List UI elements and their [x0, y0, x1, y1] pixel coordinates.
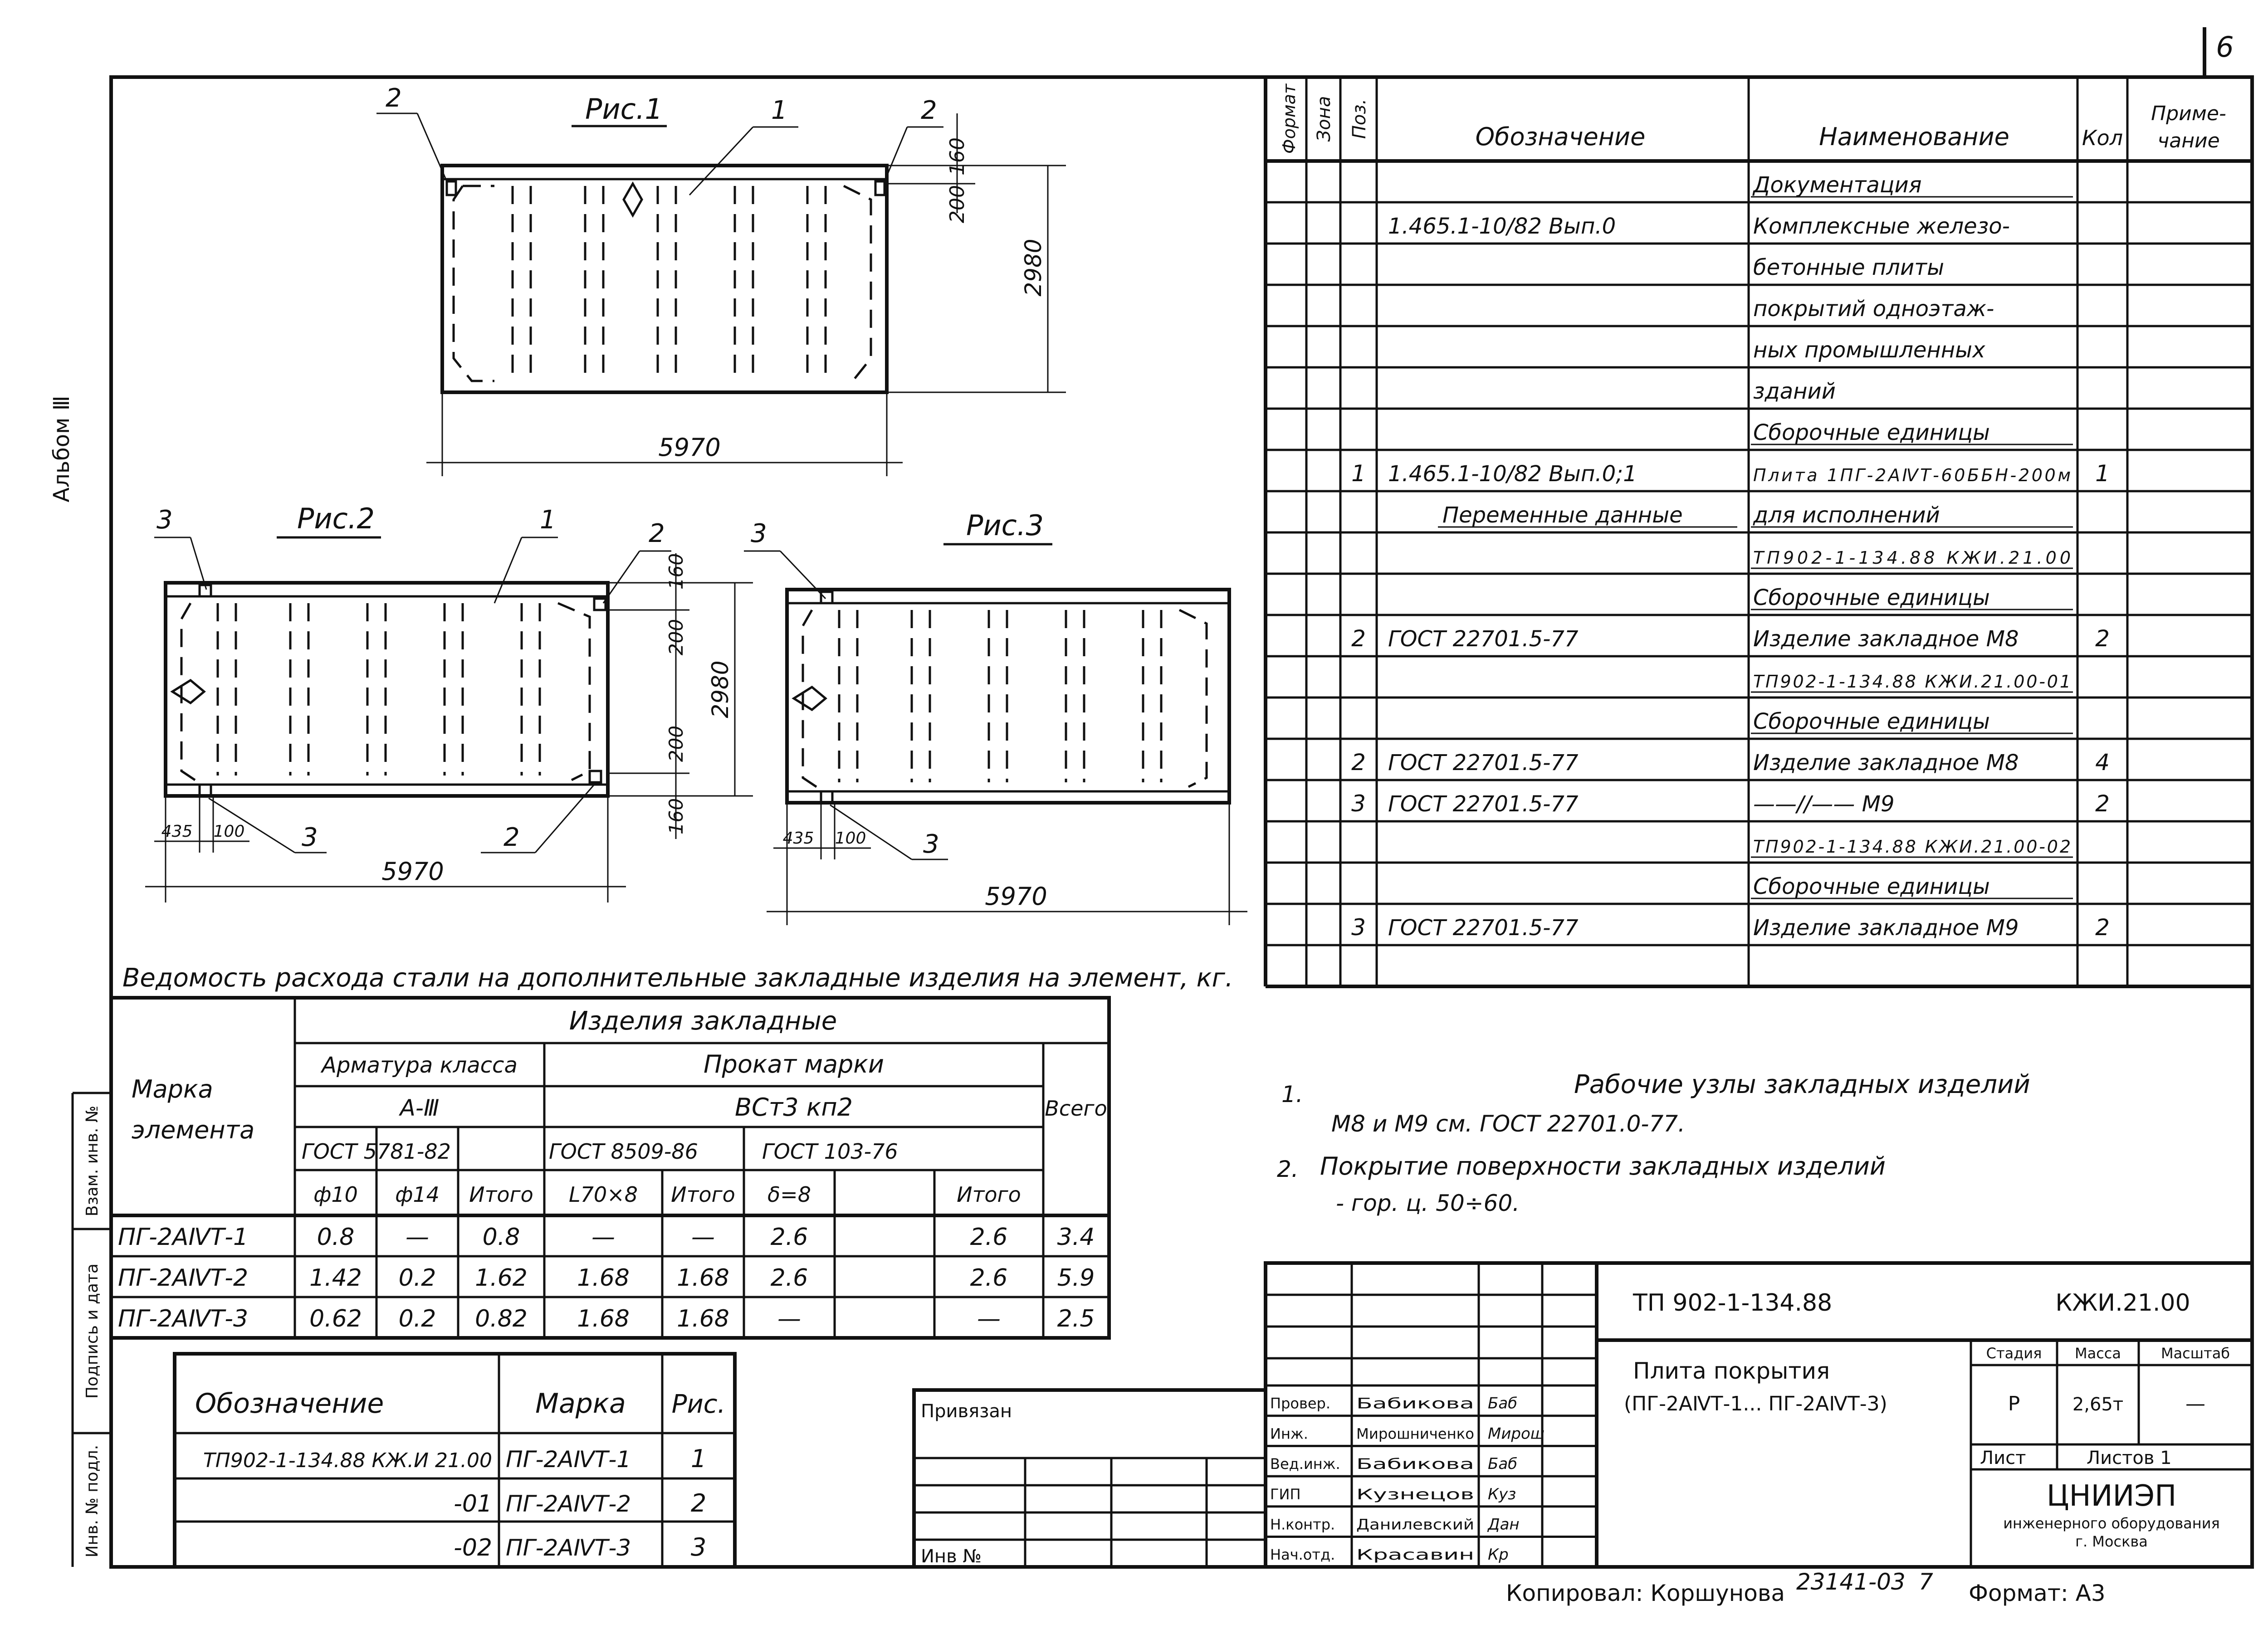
steel-row-value: 1.68 — [677, 1305, 729, 1332]
spec-row-designation: 1.465.1-10/82 Вып.0 — [1388, 214, 1616, 239]
stamp-org-2: инженерного оборудования — [2003, 1515, 2220, 1532]
vzam-inv-label: Взам. инв. № — [83, 1105, 102, 1217]
signer-role: Н.контр. — [1270, 1516, 1335, 1533]
spec-row-designation: ГОСТ 22701.5-77 — [1388, 626, 1579, 652]
spec-row-name: для исполнений — [1753, 502, 1940, 528]
spec-header-zone: Зона — [1314, 96, 1334, 142]
steel-table — [111, 963, 1233, 1338]
steel-row-value: — — [777, 1305, 801, 1332]
fig1-callout-2a: 2 — [386, 83, 402, 113]
steel-h-gost5781: ГОСТ 5781-82 — [302, 1139, 451, 1164]
steel-row-value: 0.2 — [398, 1264, 436, 1292]
signer-name: Бабикова — [1356, 1395, 1474, 1412]
notes — [1277, 1070, 2030, 1216]
spec-row-designation: 1.465.1-10/82 Вып.0;1 — [1388, 461, 1637, 487]
fig1-callout-1: 1 — [771, 96, 787, 125]
fig1-slab-outline — [442, 166, 887, 392]
stamp-code: ТП 902-1-134.88 — [1633, 1289, 1833, 1317]
steel-row-value: 2.6 — [970, 1224, 1008, 1251]
fig1-dim-200: 200 — [946, 185, 969, 223]
note-1-line-2: М8 и М9 см. ГОСТ 22701.0-77. — [1331, 1111, 1685, 1137]
fig2-dim-100: 100 — [213, 822, 245, 841]
steel-row-value: — — [977, 1305, 1001, 1332]
podpis-data-label: Подпись и дата — [83, 1263, 102, 1399]
title-block — [1266, 1263, 2252, 1567]
spec-row-name: ных промышленных — [1753, 337, 1985, 363]
fig1-dim-2980: 2980 — [1020, 239, 1046, 297]
signer-signature: Куз — [1488, 1485, 1516, 1503]
spec-row-name: ТП902-1-134.88 КЖИ.21.00-02 — [1753, 837, 2071, 857]
fig2-title: Рис.2 — [297, 502, 375, 535]
spec-row-name: ТП902-1-134.88 КЖИ.21.00 — [1753, 548, 2071, 568]
signer-name: Данилевский — [1356, 1516, 1474, 1533]
steel-row-total: 5.9 — [1057, 1264, 1095, 1292]
figure-3 — [744, 509, 1247, 925]
steel-column-headers — [313, 1182, 1021, 1207]
steel-h-prokat: Прокат марки — [703, 1050, 885, 1078]
ref-row-marka: ПГ-2АⅣТ-2 — [506, 1491, 631, 1517]
figure-1 — [376, 83, 1066, 476]
steel-row-value: 1.42 — [309, 1264, 362, 1292]
steel-col-header: Итого — [671, 1182, 735, 1207]
spec-row-pos: 2 — [1351, 625, 1366, 652]
steel-row-value: 1.68 — [577, 1305, 630, 1332]
stamp-stadia: Р — [2008, 1392, 2020, 1415]
spec-header-name: Наименование — [1819, 122, 2009, 151]
steel-rows — [118, 1224, 1095, 1332]
fig2-callout-1: 1 — [540, 505, 556, 535]
signer-signature: Мирош — [1488, 1424, 1545, 1443]
specification-table — [1266, 77, 2252, 986]
fig2-dim-160a: 160 — [665, 553, 687, 590]
steel-h-izdelia: Изделия закладные — [569, 1006, 837, 1036]
spec-row-designation: Переменные данные — [1442, 502, 1683, 528]
ref-h-ris: Рис. — [671, 1390, 726, 1419]
spec-row-name: бетонные плиты — [1753, 255, 1945, 280]
stamp-org-1: ЦНИИЭП — [2046, 1479, 2177, 1513]
signer-name: Красавин — [1356, 1546, 1474, 1564]
stamp-listov: Листов 1 — [2087, 1448, 2172, 1468]
spec-header-pos: Поз. — [1349, 98, 1370, 139]
spec-row-name: Изделие закладное М8 — [1753, 750, 2019, 776]
stamp-title-2: (ПГ-2АⅣТ-1... ПГ-2АⅣТ-3) — [1624, 1392, 1887, 1415]
signer-name: Кузнецов — [1356, 1485, 1474, 1503]
steel-col-header: ф10 — [313, 1182, 358, 1207]
ref-h-marka: Марка — [535, 1388, 626, 1419]
ref-row-ris: 2 — [690, 1489, 707, 1517]
footer-copied: Копировал: Коршунова — [1506, 1580, 1785, 1606]
steel-row-value: — — [591, 1224, 615, 1251]
ref-h-designation: Обозначение — [195, 1388, 384, 1419]
spec-row-qty: 4 — [2095, 749, 2110, 776]
steel-col-header: L70×8 — [569, 1182, 638, 1207]
page-number: 6 — [2216, 30, 2234, 63]
ref-row-marka: ПГ-2АⅣТ-1 — [506, 1446, 631, 1473]
fig3-callout-3b: 3 — [923, 829, 939, 859]
footer-num: 23141-03 — [1796, 1569, 1906, 1595]
spec-row-pos: 3 — [1351, 790, 1366, 817]
fig2-callout-2a: 2 — [649, 519, 665, 548]
fig3-dim-435: 435 — [782, 829, 814, 848]
steel-caption: Ведомость расхода стали на дополнительные закладные изделия на элемент, кг. — [122, 963, 1233, 993]
steel-row-value: 0.82 — [475, 1305, 528, 1332]
steel-col-header: δ=8 — [767, 1182, 811, 1207]
fig2-dim-160b: 160 — [665, 798, 687, 835]
spec-row-pos: 3 — [1351, 914, 1366, 941]
spec-row-name: Сборочные единицы — [1753, 585, 1990, 610]
signer-role: Провер. — [1270, 1395, 1330, 1412]
spec-row-qty: 1 — [2095, 460, 2110, 487]
signer-role: Нач.отд. — [1270, 1546, 1335, 1564]
spec-row-designation: ГОСТ 22701.5-77 — [1388, 915, 1579, 941]
spec-row-name: Сборочные единицы — [1753, 709, 1990, 734]
stamp-sheet-code: КЖИ.21.00 — [2055, 1289, 2190, 1317]
spec-row-name: Документация — [1753, 172, 1922, 198]
spec-row-name: Изделие закладное М9 — [1753, 915, 2019, 941]
steel-h-marka-2: элемента — [132, 1116, 255, 1144]
spec-row-name: покрытий одноэтаж- — [1753, 296, 1994, 322]
steel-row-value: 1.62 — [475, 1264, 528, 1292]
steel-h-gost8509: ГОСТ 8509-86 — [549, 1139, 698, 1164]
spec-row-name: ——//—— М9 — [1753, 791, 1895, 817]
spec-row-designation: ГОСТ 22701.5-77 — [1388, 791, 1579, 817]
left-margin — [49, 395, 111, 1567]
fig3-dim-5970: 5970 — [985, 882, 1047, 911]
note-2-num: 2. — [1277, 1156, 1299, 1182]
inv-no-label: Инв № — [921, 1546, 982, 1567]
spec-row-name: Комплексные железо- — [1753, 214, 2010, 239]
ref-row-ris: 3 — [690, 1533, 707, 1561]
stamp-masshtab: — — [2185, 1392, 2205, 1415]
fig1-dim-160: 160 — [946, 137, 969, 176]
stamp-list: Лист — [1980, 1448, 2026, 1468]
steel-h-marka-1: Марка — [132, 1075, 213, 1103]
spec-row-qty: 2 — [2095, 625, 2110, 652]
signer-name: Мирошниченко — [1356, 1425, 1474, 1443]
steel-row-value: 1.68 — [577, 1264, 630, 1292]
spec-header-designation: Обозначение — [1475, 122, 1646, 151]
spec-row-designation: ГОСТ 22701.5-77 — [1388, 750, 1579, 776]
fig2-dim-2980: 2980 — [707, 660, 733, 718]
fig2-dim-435: 435 — [161, 822, 193, 841]
spec-row-name: ТП902-1-134.88 КЖИ.21.00-01 — [1753, 672, 2071, 692]
privyazan-label: Привязан — [921, 1401, 1012, 1422]
spec-row-qty: 2 — [2095, 790, 2110, 817]
reference-table — [175, 1354, 735, 1567]
steel-row-total: 3.4 — [1057, 1224, 1095, 1251]
fig2-dim-200a: 200 — [665, 619, 687, 656]
signer-name: Бабикова — [1356, 1455, 1474, 1473]
stamp-h-massa: Масса — [2074, 1345, 2121, 1362]
fig1-dim-5970: 5970 — [658, 433, 721, 462]
footer-format: Формат: А3 — [1969, 1580, 2106, 1606]
spec-row-pos: 1 — [1351, 460, 1366, 487]
spec-header-format: Формат — [1279, 83, 1299, 154]
steel-row-total: 2.5 — [1057, 1305, 1095, 1332]
inv-podl-label: Инв. № подл. — [83, 1444, 102, 1558]
note-1-line-1: Рабочие узлы закладных изделий — [1574, 1070, 2030, 1099]
signer-signature: Дан — [1488, 1515, 1520, 1534]
spec-header-note-2: чание — [2157, 129, 2220, 152]
steel-row-value: 2.6 — [770, 1264, 808, 1292]
ref-rows — [203, 1444, 706, 1561]
stamp-org-3: г. Москва — [2075, 1533, 2148, 1550]
steel-h-aiii: А-Ⅲ — [400, 1095, 440, 1121]
fig3-title: Рис.3 — [966, 509, 1044, 542]
steel-row-value: — — [691, 1224, 715, 1251]
ref-row-designation: -01 — [454, 1490, 492, 1517]
steel-col-header: Итого — [957, 1182, 1021, 1207]
steel-row-value: 0.62 — [309, 1305, 362, 1332]
fig2-callout-3a: 3 — [156, 505, 173, 535]
ref-row-marka: ПГ-2АⅣТ-3 — [506, 1535, 631, 1561]
spec-rows — [1266, 172, 2252, 945]
fig1-title: Рис.1 — [585, 93, 663, 126]
footer-num2: 7 — [1919, 1569, 1933, 1595]
spec-row-name: Плита 1ПГ-2АⅣТ-60ББН-200м — [1753, 465, 2071, 485]
stamp-massa: 2,65т — [2072, 1394, 2124, 1415]
steel-row-value: 0.8 — [482, 1224, 520, 1251]
spec-row-name: зданий — [1753, 379, 1836, 404]
steel-row-value: 0.2 — [398, 1305, 436, 1332]
stamp-h-masshtab: Масштаб — [2160, 1345, 2230, 1362]
spec-row-name: Сборочные единицы — [1753, 420, 1990, 445]
steel-row-value: — — [406, 1224, 429, 1251]
signer-role: Вед.инж. — [1270, 1455, 1340, 1473]
signer-signature: Баб — [1488, 1455, 1518, 1473]
signers — [1266, 1395, 1597, 1564]
signer-signature: Баб — [1488, 1394, 1518, 1413]
steel-row-value: 0.8 — [317, 1224, 355, 1251]
signer-role: Инж. — [1270, 1425, 1308, 1443]
steel-col-header: ф14 — [395, 1182, 440, 1207]
steel-col-header: Итого — [469, 1182, 533, 1207]
steel-row-marka: ПГ-2АⅣТ-2 — [118, 1264, 249, 1292]
signer-signature: Кр — [1488, 1546, 1509, 1564]
note-2-line-1: Покрытие поверхности закладных изделий — [1320, 1152, 1886, 1180]
steel-h-vst3: ВСт3 кп2 — [734, 1093, 853, 1122]
steel-row-value: 2.6 — [970, 1264, 1008, 1292]
note-1-num: 1. — [1281, 1081, 1303, 1107]
stamp-h-stadia: Стадия — [1986, 1345, 2042, 1362]
spec-header-note-1: Приме- — [2151, 102, 2226, 125]
steel-row-marka: ПГ-2АⅣТ-3 — [118, 1305, 249, 1332]
ref-row-ris: 1 — [690, 1444, 707, 1473]
fig2-dim-5970: 5970 — [381, 857, 444, 886]
stamp-title-1: Плита покрытия — [1633, 1358, 1830, 1384]
steel-row-marka: ПГ-2АⅣТ-1 — [118, 1224, 249, 1251]
signer-role: ГИП — [1270, 1485, 1301, 1503]
steel-h-vsego: Всего — [1045, 1096, 1107, 1121]
spec-row-pos: 2 — [1351, 749, 1366, 776]
fig3-callout-3a: 3 — [751, 519, 767, 548]
steel-row-value: 1.68 — [677, 1264, 729, 1292]
album-label: Альбом Ⅲ — [49, 395, 74, 502]
spec-row-name: Изделие закладное М8 — [1753, 626, 2019, 652]
spec-header-qty: Кол — [2082, 126, 2123, 150]
ref-row-designation: ТП902-1-134.88 КЖ.И 21.00 — [203, 1449, 492, 1472]
note-2-line-2: - гор. ц. 50÷60. — [1336, 1190, 1520, 1216]
fig2-callout-2b: 2 — [503, 823, 520, 852]
fig1-callout-2b: 2 — [921, 96, 937, 125]
steel-h-gost103: ГОСТ 103-76 — [762, 1139, 898, 1164]
spec-row-qty: 2 — [2095, 914, 2110, 941]
fig3-dim-100: 100 — [835, 829, 866, 848]
figure-2 — [145, 502, 753, 902]
spec-row-name: Сборочные единицы — [1753, 874, 1990, 899]
steel-row-value: 2.6 — [770, 1224, 808, 1251]
privyazan-block — [914, 1390, 1266, 1567]
footer — [1506, 1569, 2106, 1606]
steel-h-armatura: Арматура класса — [322, 1053, 518, 1078]
fig2-callout-3b: 3 — [302, 823, 318, 852]
ref-row-designation: -02 — [454, 1534, 492, 1561]
fig2-dim-200b: 200 — [665, 725, 687, 762]
